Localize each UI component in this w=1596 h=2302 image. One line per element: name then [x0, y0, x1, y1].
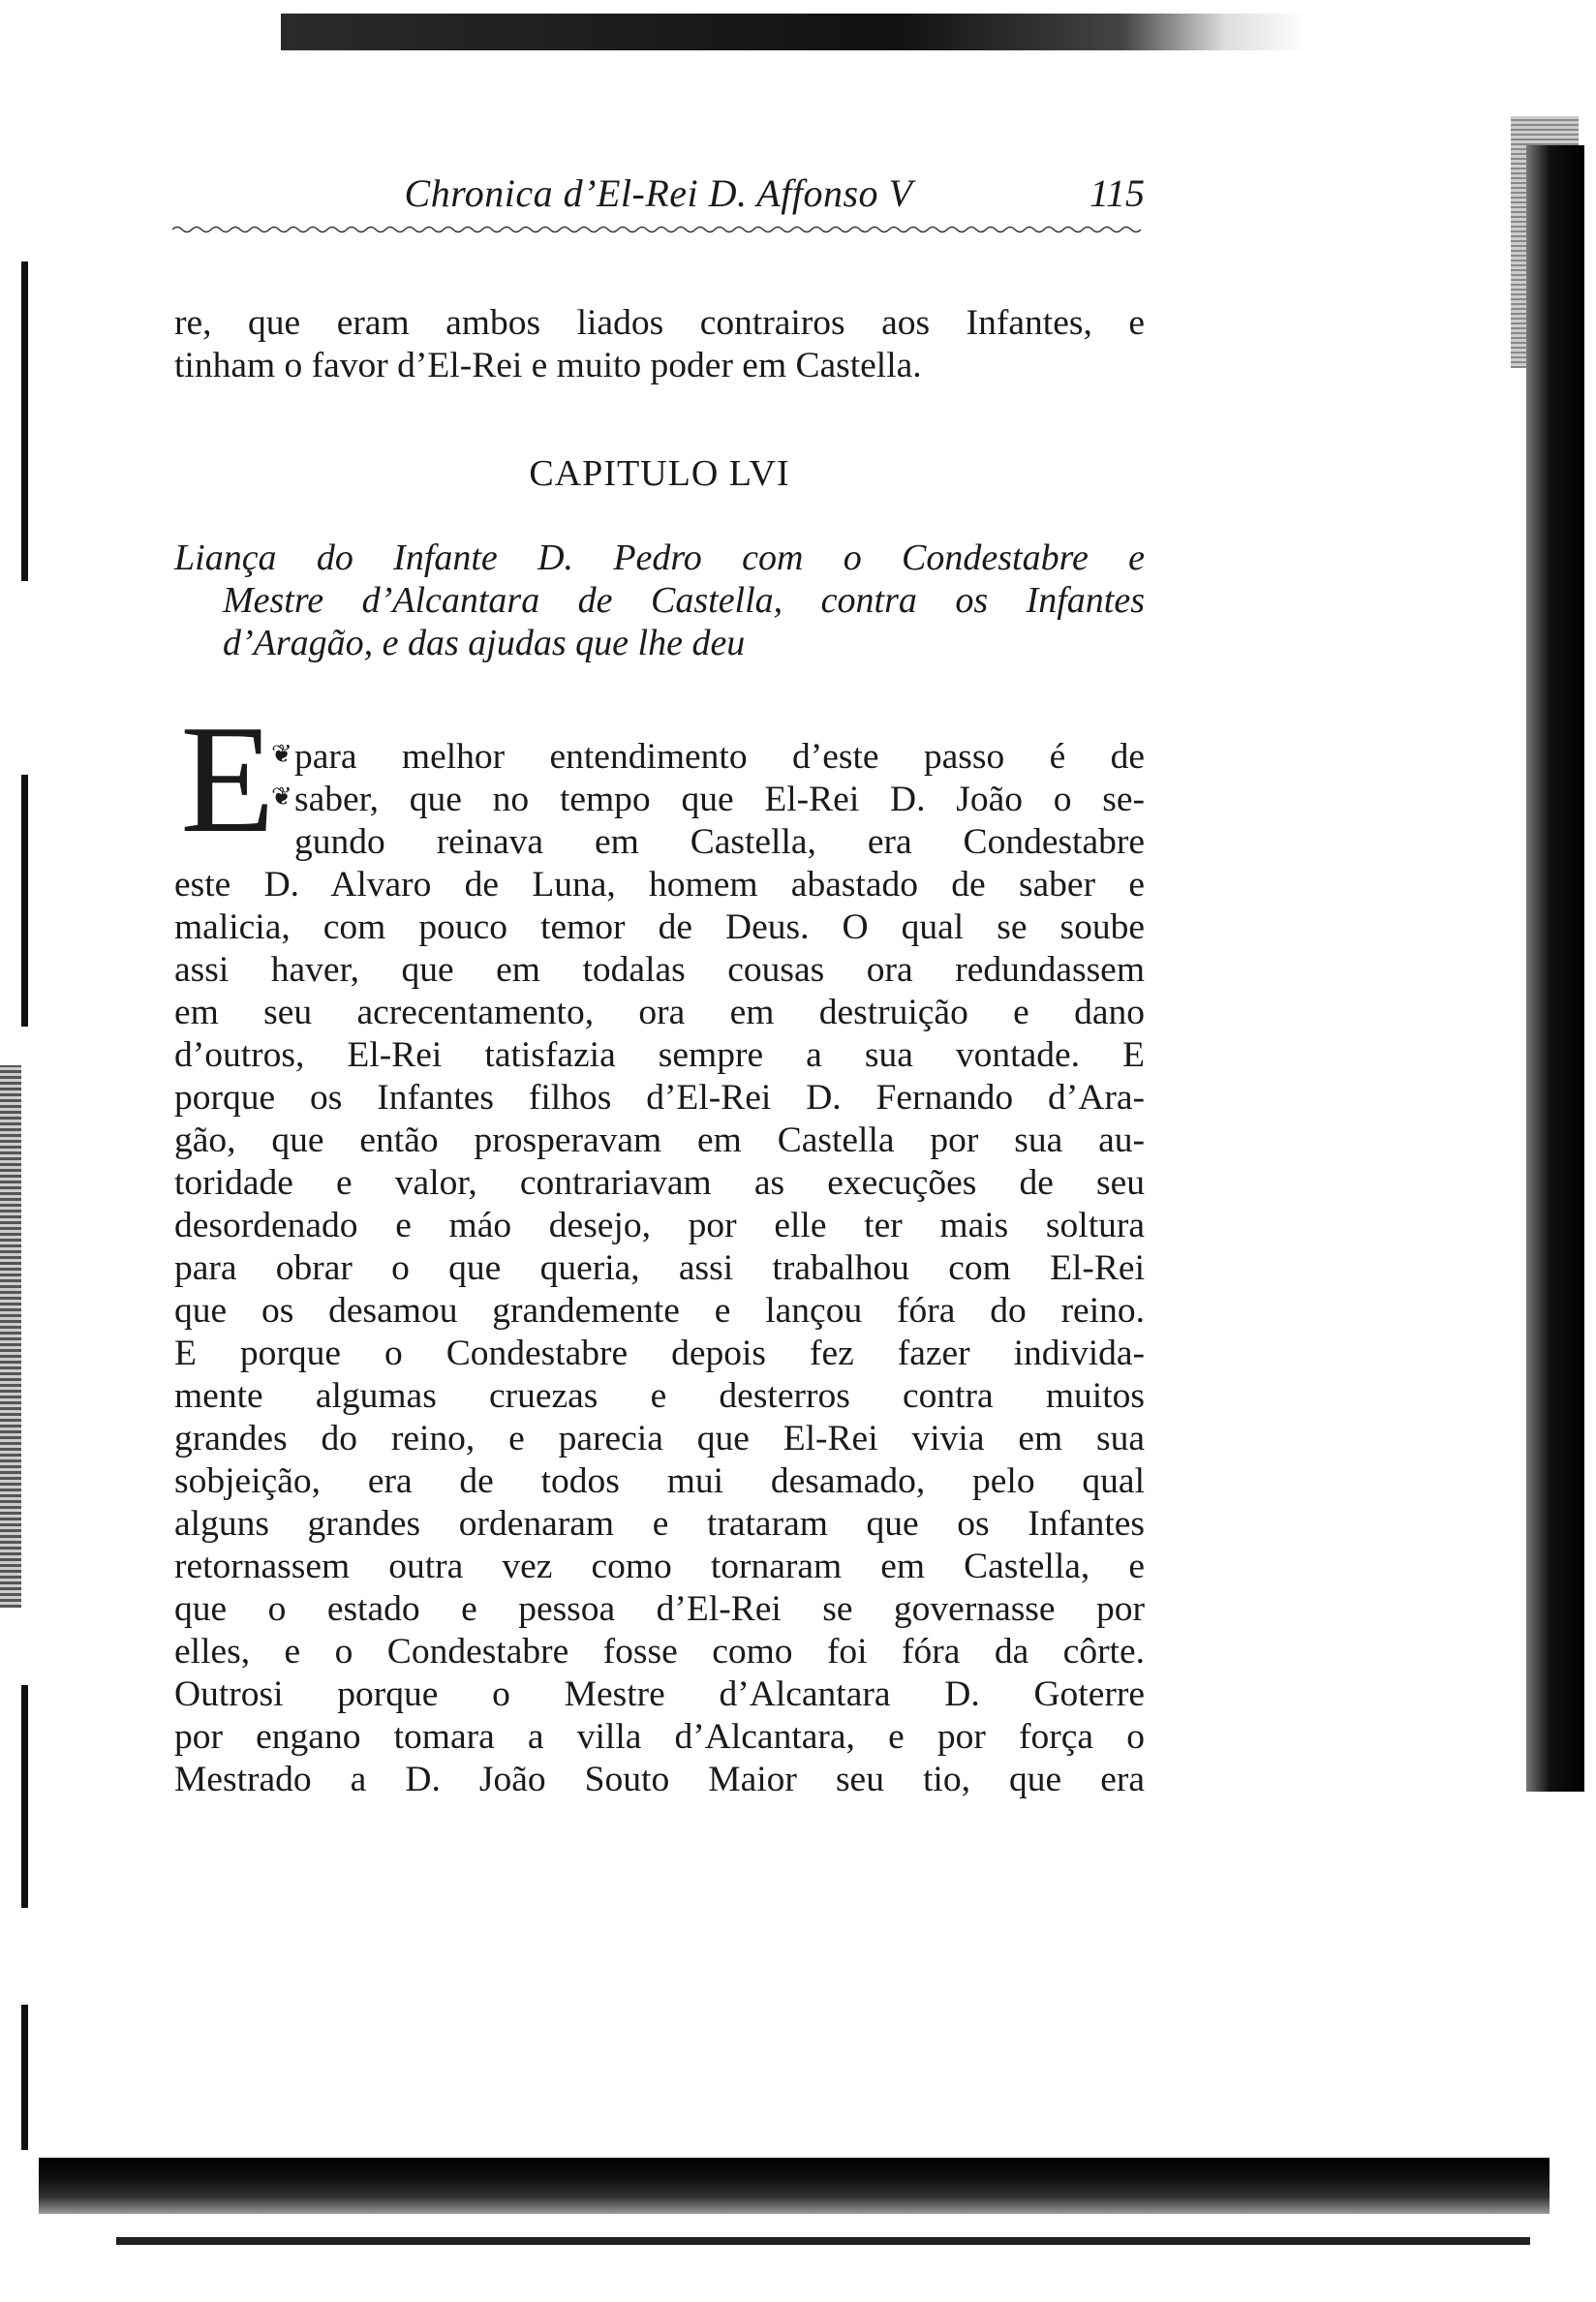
text-line: malicia, com pouco temor de Deus. O qual se soube: [174, 907, 1145, 947]
text-line: tinham o favor d’El-Rei e muito poder em Castella.: [174, 346, 922, 385]
scan-edge-left-mark: [21, 775, 28, 1027]
text-line: elles, e o Condestabre fosse como foi fóra da côrte.: [174, 1632, 1145, 1672]
text-line: Mestrado a D. João Souto Maior seu tio, que era: [174, 1760, 1145, 1799]
scan-edge-bottom-line: [116, 2237, 1530, 2245]
drop-cap-ornament: ❦: [271, 740, 292, 768]
text-line: que os desamou grandemente e lançou fóra do reino.: [174, 1291, 1145, 1331]
text-line: re, que eram ambos liados contrairos aos Infantes, e: [174, 303, 1145, 343]
text-line: desordenado e máo desejo, por elle ter mais soltura: [174, 1206, 1145, 1245]
chapter-subtitle-line: d’Aragão, e das ajudas que lhe deu: [223, 623, 746, 663]
running-title: Chronica d’El-Rei D. Affonso V: [404, 171, 913, 215]
text-line: gão, que então prosperavam em Castella por sua au-: [174, 1120, 1145, 1160]
text-line: sobjeição, era de todos mui desamado, pelo qual: [174, 1461, 1145, 1501]
text-line: para obrar o que queria, assi trabalhou com El-Rei: [174, 1248, 1145, 1288]
text-line: grandes do reino, e parecia que El-Rei vivia em sua: [174, 1419, 1145, 1458]
text-line: toridade e valor, contrariavam as execuções de seu: [174, 1163, 1145, 1203]
text-line: Outrosi porque o Mestre d’Alcantara D. Goterre: [174, 1674, 1145, 1714]
text-line: este D. Alvaro de Luna, homem abastado de saber e: [174, 865, 1145, 905]
chapter-subtitle-line: Mestre d’Alcantara de Castella, contra os Infantes: [223, 580, 1145, 621]
text-line: gundo reinava em Castella, era Condestabre: [294, 822, 1145, 862]
text-line: por engano tomara a villa d’Alcantara, e por força o: [174, 1717, 1145, 1757]
running-head: [172, 170, 1145, 229]
text-line: para melhor entendimento d’este passo é de: [294, 737, 1145, 777]
header-wavy-rule: [172, 225, 1145, 234]
scan-edge-left-band: [0, 1065, 21, 1608]
drop-cap-ornament: ❦: [271, 783, 292, 811]
text-line: assi haver, que em todalas cousas ora redundassem: [174, 950, 1145, 990]
chapter-subtitle-line: Liança do Infante D. Pedro com o Condestabre e: [174, 537, 1145, 578]
scan-edge-right: [1526, 145, 1584, 1792]
text-line: E porque o Condestabre depois fez fazer individa-: [174, 1334, 1145, 1373]
chapter-heading: CAPITULO LVI: [529, 453, 790, 494]
scan-edge-left-mark: [21, 1685, 28, 1908]
drop-cap: E: [180, 692, 271, 865]
text-line: retornassem outra vez como tornaram em Castella, e: [174, 1547, 1145, 1586]
text-line: saber, que no tempo que El-Rei D. João o se-: [294, 780, 1145, 819]
scan-edge-top: [281, 14, 1307, 50]
text-line: que o estado e pessoa d’El-Rei se governasse por: [174, 1589, 1145, 1629]
text-line: porque os Infantes filhos d’El-Rei D. Fernando d’Ara-: [174, 1078, 1145, 1118]
scan-edge-left-mark: [21, 261, 28, 581]
scan-edge-left-mark: [21, 2005, 28, 2150]
text-line: em seu acrecentamento, ora em destruição e dano: [174, 993, 1145, 1032]
scan-edge-bottom: [39, 2158, 1550, 2214]
text-line: alguns grandes ordenaram e trataram que os Infantes: [174, 1504, 1145, 1544]
page-number: 115: [1089, 171, 1145, 215]
text-line: mente algumas cruezas e desterros contra muitos: [174, 1376, 1145, 1416]
text-line: d’outros, El-Rei tatisfazia sempre a sua vontade. E: [174, 1035, 1145, 1075]
